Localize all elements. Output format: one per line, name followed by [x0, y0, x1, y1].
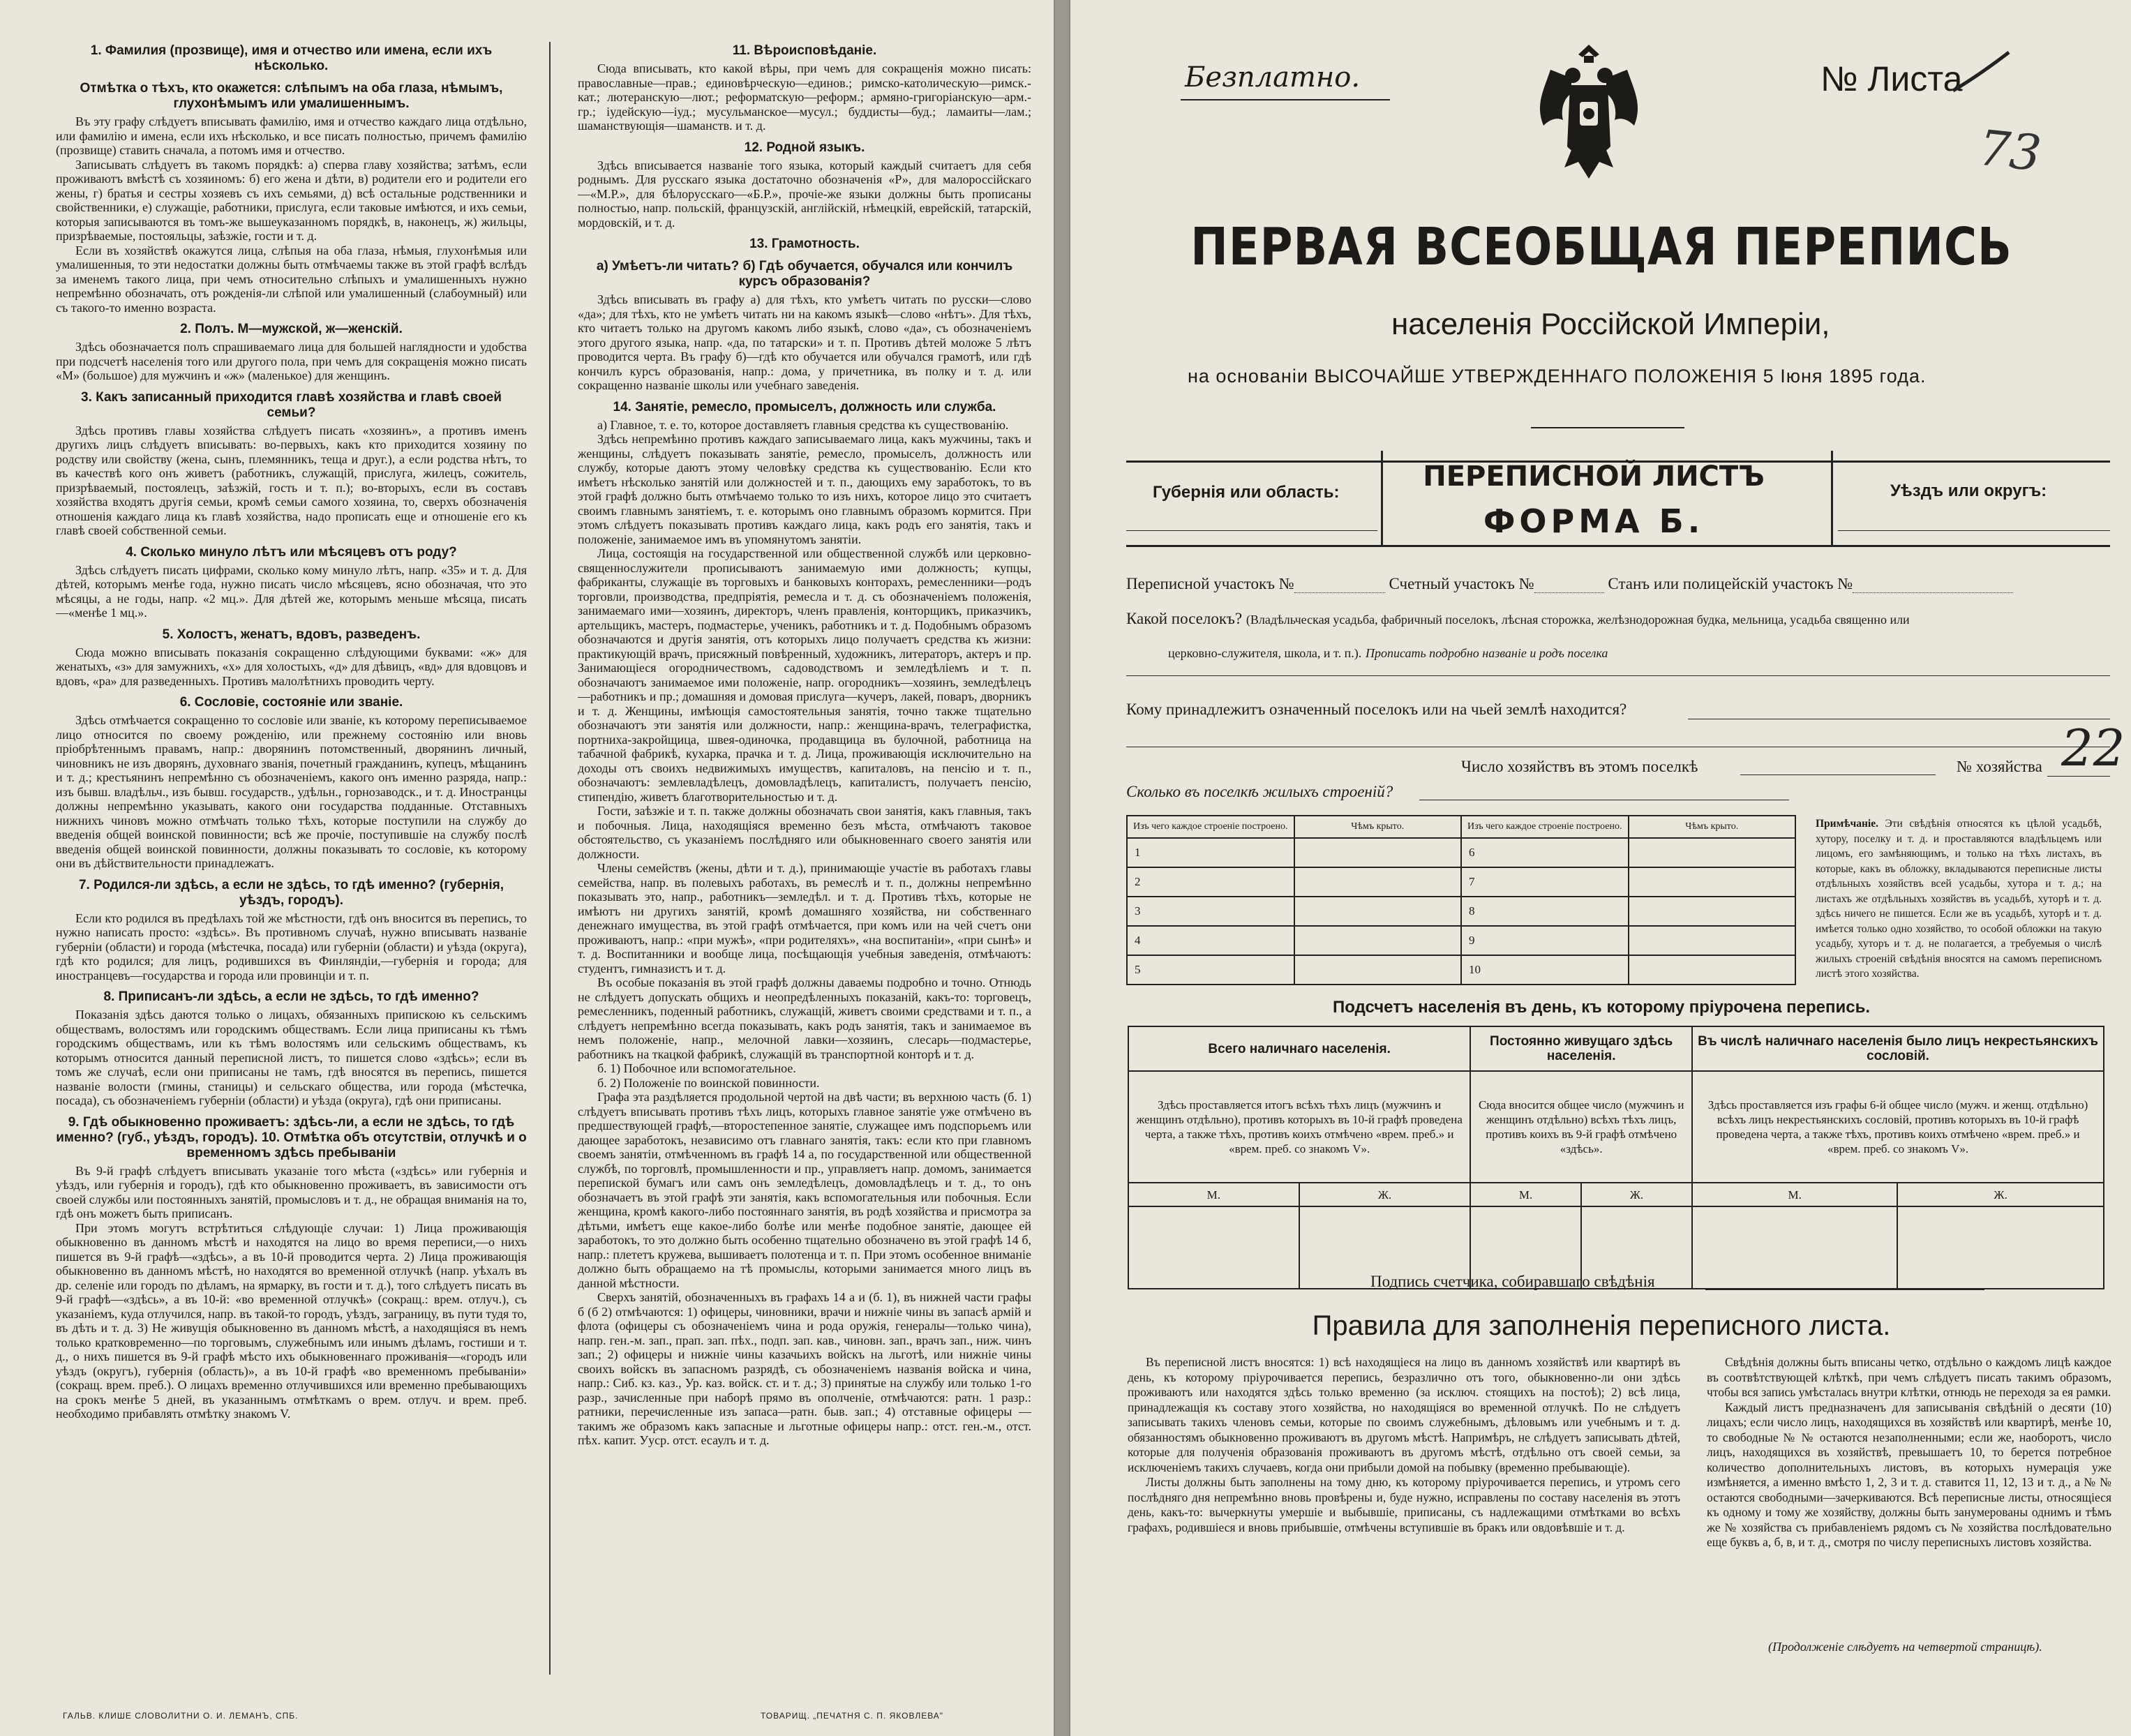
- section-paragraph: Въ 9-й графѣ слѣдуетъ вписывать указаніе того мѣста («здѣсь» или губернія и уѣздъ, или губернія и городъ), гдѣ кто обыкновенно проживаетъ, въ зависимости отъ своей службы или постоянныхъ занятій, промысловъ и т. д., не обращая вниманія на то, гдѣ онъ можетъ быть приписанъ.: [56, 1163, 527, 1220]
- section-heading: 9. Гдѣ обыкновенно проживаетъ: здѣсь-ли, а если не здѣсь, то гдѣ именно? (губ., уѣздъ, городъ). 10. Отмѣтка объ отсутствіи, отлучкѣ и о временномъ здѣсь пребываніи: [56, 1114, 527, 1160]
- pt-head-present: Всего наличнаго населенія.: [1128, 1026, 1470, 1071]
- district-line: [1126, 575, 2117, 593]
- bt-head-roof-1: Чѣмъ крыто.: [1294, 816, 1462, 838]
- free-underline: [1181, 99, 1390, 100]
- rules-paragraph: Свѣдѣнія должны быть вписаны четко, отдѣльно о каждомъ лицѣ каждое въ соотвѣтствующей клѣткѣ, при чемъ слѣдуетъ писать такимъ образомъ, чтобы вся запись умѣсталась внутри клѣтки, отнюдь не переходя за ея рамки.: [1707, 1355, 2111, 1399]
- police-district-field[interactable]: [1853, 592, 2013, 593]
- bt-row-num[interactable]: 2: [1127, 867, 1294, 897]
- section-paragraph: Показанія здѣсь даются только о лицахъ, обязанныхъ припискою къ сельскимъ обществамъ, волостямъ или городскимъ обществамъ. Если лица приписаны къ тѣмъ городскимъ обществамъ, или къ тѣмъ волостямъ или сельскимъ обществамъ, къ которымъ относится данный переписной листъ, то пишется слово «здѣсь»; если въ томъ же случаѣ, если они приписаны не тамъ, гдѣ вносятся въ перепись, пишется названіе волости (гмины, станицы) и сельскаго общества, или города (мѣстечка, посада), съ обозначеніемъ губерніи (области) и уѣзда (округа), гдѣ они приписаны.: [56, 1008, 527, 1107]
- bt-row: [1127, 926, 1795, 955]
- rules-title: Правила для заполненія переписного листа.: [1312, 1310, 1891, 1341]
- bt-roof-cell[interactable]: [1294, 897, 1462, 926]
- section-paragraph: а) Главное, т. е. то, которое доставляетъ главныя средства къ существованію.: [597, 417, 1009, 432]
- settlement-label: Какой поселокъ?: [1126, 610, 1243, 627]
- census-decree-line: на основаніи ВЫСОЧАЙШЕ УТВЕРЖДЕННАГО ПОЛОЖЕНІЯ 5 Іюня 1895 года.: [1188, 366, 1927, 387]
- bt-row-num[interactable]: 10: [1461, 955, 1629, 985]
- bt-head-roof-2: Чѣмъ крыто.: [1629, 816, 1796, 838]
- section-heading: 4. Сколько минуло лѣтъ или мѣсяцевъ отъ роду?: [126, 544, 457, 560]
- pt-desc-present: Здѣсь проставляется итогъ всѣхъ тѣхъ лицъ (мужчинъ и женщинъ отдѣльно), противъ которыхъ въ 10-й графѣ проведена черта, а также тѣхъ, противъ коихъ отмѣчено «врем. преб.» и «врем. преб. со знакомъ V».: [1128, 1071, 1470, 1183]
- bt-row-num[interactable]: 3: [1127, 897, 1294, 926]
- enumeration-district-label: Переписной участокъ №: [1126, 575, 1294, 592]
- population-count-table: [1128, 1026, 2104, 1289]
- census-title: ПЕРВАЯ ВСЕОБЩАЯ ПЕРЕПИСЬ: [1190, 218, 2012, 278]
- pt-female-header: Ж.: [1897, 1183, 2104, 1206]
- rules-paragraph: Въ переписной листъ вносятся: 1) всѣ находящіеся на лицо въ данномъ хозяйствѣ или квартирѣ въ день, къ которому пріурочивается перепись, безразлично отъ того, обыкновенно-ли они здѣсь проживаютъ или находятся здѣсь только временно (за исключ. стоящихъ на постоѣ); 2) всѣ лица, принадлежащія къ составу этого хозяйства, но находящіяся во временной отлучкѣ. По не слѣдуетъ записывать такихъ членовъ семьи, которые по своимъ служебнымъ, дѣловымъ или учебнымъ и т. д. обязанностямъ обыкновенно проживаютъ въ другомъ мѣстѣ. Напримѣръ, не слѣдуетъ записывать дѣтей, которые для полученія образованія проживаютъ въ другомъ мѣстѣ, отдѣльно отъ своей семьи, за исключеніемъ такихъ случаевъ, когда они прибыли домой на побывку (временно пребывающіе).: [1128, 1355, 1680, 1474]
- bt-roof-cell[interactable]: [1294, 867, 1462, 897]
- settlement-hint: (Владѣльческая усадьба, фабричный поселокъ, лѣсная сторожка, желѣзнодорожная будка, мельница, усадьба священно или: [1246, 613, 1910, 627]
- section-paragraph: Въ особые показанія въ этой графѣ должны даваемы подробно и точно. Отнюдь не слѣдуетъ допускать общихъ и неопредѣленныхъ показаній, какъ-то: торговецъ, ремесленникъ, поденный работникъ, служащій, живетъ своими средствами и т. п., а слѣдуетъ непремѣнно всегда показывать, какъ родъ занятія, такъ и занимаемое въ немъ положеніе, напр., мелочной лавки—хозяинъ, слесарь—подмастерье, работникъ на ткацкой фабрикѣ, служащій въ транспортной конторѣ и т. д.: [578, 975, 1031, 1061]
- settlement-instruction: Прописать подробно названіе и родъ поселка: [1365, 646, 1608, 660]
- section-paragraph: Здѣсь противъ главы хозяйства слѣдуетъ писать «хозяинъ», а противъ именъ другихъ лицъ слѣдуетъ вписывать: во-первыхъ, какъ кто приходится хозяину по родству или свойству (жена, сынъ, племянникъ, теща и друг.), а если родства нѣтъ, то въ качествѣ кого онъ живетъ (работникъ, служащій, прислуга, жилецъ, сожитель, призрѣваемый, постоялецъ, заѣзжій, гость и т. п.); во-вторыхъ, если въ составъ хозяйства входятъ другія семьи, кромѣ семьи самого хозяина, то, сверхъ обозначенія отношенія каждаго лица къ главѣ хозяйства, надо прописать еще и отношеніе его къ главѣ своей собственной семьи.: [56, 423, 527, 537]
- section-paragraph: Здѣсь непремѣнно противъ каждаго записываемаго лица, какъ мужчины, такъ и женщины, слѣдуетъ показывать занятіе, ремесло, промыселъ, должность или службу, которые даютъ этому человѣку средства къ существованію. Если кто имѣетъ нѣсколько занятій или должностей и т. п., дающихъ ему заработокъ, то въ этой графѣ должно быть отмѣчаемо только то изъ нихъ, которое лицо это считаетъ своимъ главнымъ занятіемъ, т. е. которымъ оно главнымъ образомъ кормится. При этомъ слѣдуетъ показывать противъ каждаго лица, какъ родъ его занятія, такъ и положеніе, занимаемое имъ въ упомянутомъ занятіи.: [578, 432, 1031, 546]
- counting-district-field[interactable]: [1534, 592, 1604, 593]
- pt-female-header: Ж.: [1299, 1183, 1471, 1206]
- bt-row-num[interactable]: 6: [1461, 838, 1629, 867]
- form-b-label: ФОРМА Б.: [1483, 502, 1705, 540]
- bt-roof-cell[interactable]: [1294, 838, 1462, 867]
- rules-paragraph: Листы должны быть заполнены на тому дню, къ которому пріурочивается перепись, и утромъ сего послѣдняго дня непремѣнно вновь провѣрены и, буде нужно, исправлены по составу населенія въ этотъ день, какъ-то: вычеркнуты умершіе и выбывшіе, приписаны, съ надлежащими отмѣтками во всѣхъ графахъ, родившіеся и вновь прибывшіе, отмѣчены вступившіе въ бракъ или овдовѣвшіе и т. д.: [1128, 1475, 1680, 1534]
- section-heading: 5. Холостъ, женатъ, вдовъ, разведенъ.: [162, 627, 421, 642]
- pt-desc-non-peasant: Здѣсь проставляется изъ графы 6-й общее число (мужч. и женщ. отдѣльно) всѣхъ лицъ некрестьянскихъ сословій, противъ которыхъ въ 10-й графѣ проведена черта, а также тѣхъ, противъ коихъ отмѣчено «врем. преб.» и «врем. преб. со знакомъ V».: [1692, 1071, 2104, 1183]
- section-heading: 13. Грамотность.: [749, 237, 860, 251]
- section-heading: 2. Полъ. М—мужской, ж—женскій.: [180, 322, 403, 336]
- households-count-label: Число хозяйствъ въ этомъ поселкѣ: [1461, 758, 1698, 775]
- pt-value-cell[interactable]: [1692, 1206, 1897, 1289]
- pt-head-resident: Постоянно живущаго здѣсь населенія.: [1470, 1026, 1692, 1071]
- title-divider: [1531, 427, 1684, 428]
- handwritten-household-number: 22: [2061, 719, 2125, 777]
- sheet-number-label: № Листа: [1820, 59, 1963, 98]
- section-paragraph: Гости, заѣзжіе и т. п. также должны обозначать свои занятія, какъ главныя, такъ и побочныя. Лица, находящіяся временно безъ мѣста, отмѣчаютъ таковое обстоятельство, съ указаніемъ послѣдняго или обыкновеннаго своего занятія или должности.: [578, 804, 1031, 861]
- police-district-label: Станъ или полицейскій участокъ №: [1608, 575, 1853, 592]
- section-paragraph: Записывать слѣдуетъ въ такомъ порядкѣ: а) сперва главу хозяйства; затѣмъ, если проживаютъ вмѣстѣ съ хозяиномъ: б) его жена и дѣти, в) родители его и родители его жены, г) братья и сестры хозяевъ съ ихъ семьями, д) всѣ остальные родственники и свойственники, е) служащіе, работники, прислуга, если таковые имѣются, и ихъ семьи, которыя записываются въ томъ-же вышеуказанномъ порядкѣ, в, наконецъ, ж) жильцы, призрѣваемые, постояльцы, заѣзжіе, гости и т. д.: [56, 157, 527, 243]
- section-paragraph: Сюда вписывать, кто какой вѣры, при чемъ для сокращенія можно писать: православные—прав.; единовѣрческую—единов.; римско-католическую—римск.-кат.; лютеранскую—лют.; реформатскую—реформ.; армяно-григоріанскую—арм.-гр.; іудейскую—іуд.; мусульманское—мусул.; буддисты—буд.; ламаиты—лам.; шаманствующія—шаманств. и т. д.: [578, 61, 1031, 133]
- bt-row-num[interactable]: 1: [1127, 838, 1294, 867]
- bt-row: [1127, 867, 1795, 897]
- bt-head-material-1: Изъ чего каждое строеніе построено.: [1127, 816, 1294, 838]
- gubernia-line: [1126, 530, 1377, 531]
- printer-mark-right: ТОВАРИЩ. „ПЕЧАТНЯ С. П. ЯКОВЛЕВА": [761, 1711, 944, 1721]
- bt-row-num[interactable]: 4: [1127, 926, 1294, 955]
- rules-paragraph: Каждый листъ предназначенъ для записыванія свѣдѣній о десяти (10) лицахъ; если число лицъ, находящихся въ хозяйствѣ или квартирѣ, менѣе 10, то свободные № № остаются незаполненными; если же, наоборотъ, число лицъ, находящихся въ хозяйствѣ, превышаетъ 10, то берется потребное количество дополнительныхъ листовъ, въ которыхъ нумерація уже измѣняется, а именно вмѣсто 1, 2, 3 и т. д. ставится 11, 12, 13 и т. д., а № № остаются свободными—зачеркиваются. Всѣ переписные листы, относящіеся къ одному и тому же хозяйству, должны быть занумерованы однимъ и тѣмъ же № хозяйства съ прибавленіемъ рядомъ съ № хозяйства послѣдовательно еще буквъ а, б, в, и т. д., смотря по числу переписныхъ листовъ хозяйства.: [1707, 1400, 2111, 1549]
- section-heading: 14. Занятіе, ремесло, промыселъ, должность или служба.: [613, 399, 996, 414]
- right-page: [1069, 0, 2131, 1736]
- free-label: Безплатно.: [1185, 61, 1361, 93]
- section-heading: 7. Родился-ли здѣсь, а если не здѣсь, то гдѣ именно? (губернія, уѣздъ, городъ).: [78, 877, 504, 908]
- rules-column-1: [1128, 1355, 1680, 1662]
- bt-roof-cell[interactable]: [1294, 926, 1462, 955]
- bt-head-material-2: Изъ чего каждое строеніе построено.: [1461, 816, 1629, 838]
- bt-row-num[interactable]: 7: [1461, 867, 1629, 897]
- pt-male-header: М.: [1128, 1183, 1299, 1206]
- section-paragraph: Сверхъ занятій, обозначенныхъ въ графахъ 14 а и (б. 1), въ нижней части графы б (б 2) отмѣчаются: 1) офицеры, чиновники, врачи и нижніе чины въ запасѣ армій и флота (офицеры съ обозначеніемъ чина и рода оружія, генералы—только чина), напр. ген.-м. зап., прап. зап. пѣх., подп. зап. кав., чиновн. зап., врачъ зап., ниж. чинъ зап.; 2) офицеры и нижніе чины казачьихъ войскъ на льготѣ, или нижніе чины своихъ войскъ въ запасномъ разрядѣ, съ обозначеніемъ названія войска и чина, напр.: Сиб. кз. каз., Ур. каз. войск. ст. и т. д.; 3) принятые на службу или только 1-го разр., зачисленные при наборѣ прямо въ ополченіе, отмѣчаются: ратн. 1 разр.: ратники, перечисленные изъ запаса—ратн. быв. зап.; 4) отставные офицеры — такимъ же образомъ какъ запасные и льготные офицеры напр.: отст. ген.-м., отст. пѣх. капит. Ууср. отст. есаулъ и т. д.: [578, 1290, 1031, 1447]
- settlement-line-2: [1168, 643, 2117, 661]
- section-heading: 1. Фамилия (прозвище), имя и отчество или имена, если ихъ нѣсколько.: [90, 43, 493, 73]
- bt-roof-cell[interactable]: [1629, 955, 1796, 985]
- enumerator-signature-label: Подпись счетчика, собиравшаго свѣдѣнія: [1370, 1273, 1655, 1290]
- owner-label: Кому принадлежитъ означенный поселокъ или на чьей землѣ находится?: [1126, 701, 1627, 718]
- pt-head-non-peasant: Въ числѣ наличнаго населенія было лицъ некрестьянскихъ сословій.: [1692, 1026, 2104, 1071]
- bt-row: [1127, 897, 1795, 926]
- pt-value-cell[interactable]: [1897, 1206, 2104, 1289]
- section-paragraph: Лица, состоящія на государственной или общественной службѣ или церковно-священнослужители прописываютъ занимаемую ими должность; купцы, фабриканты, служащіе въ торговыхъ и банковыхъ конторахъ, ремесленники—родъ торговли, производства, предпріятія, ремесла и т. д. съ обозначеніемъ положенія, занимаемаго ими—хозяинъ, директоръ, членъ правленія, конторщикъ, приказчикъ, артельщикъ, мастеръ, подмастерье, ученикъ, работникъ и т. д. Подобнымъ образомъ обозначаются и другія занятія, отъ которыхъ лицо получаетъ средства къ жизни: практикующій врачъ, присяжный повѣренный, художникъ, литераторъ, актеръ и пр. Занимающіеся огородничествомъ, садоводствомъ и земледѣліемъ и т. п. обозначаютъ занимаемое ими положеніе, напр. огородникъ—хозяинъ, земледѣлецъ—работникъ и пр.; домашняя и домовая прислуга—кучеръ, лакей, поваръ, дворникъ и т. д. Женщины, имѣющія самостоятельныя занятія, точно также тщательно обозначаютъ эти занятія или должности, напр.: женщина-врачъ, телеграфистка, портниха-закройщица, швея-одиночка, продавщица въ булочной, работница на табачной фабрикѣ, кухарка, прачка и т. д. Лица, проживающія исключительно на доходы отъ своихъ недвижимыхъ имуществъ, капиталовъ, на пенсію и т. п., обозначаютъ: землевладѣлецъ, домовладѣлецъ, капиталистъ, получаетъ пенсію, стипендію, живетъ благотворительностью и т. д.: [578, 546, 1031, 804]
- population-count-title: Подсчетъ населенія въ день, къ которому пріурочена перепись.: [1333, 998, 1870, 1017]
- pt-female-header: Ж.: [1581, 1183, 1692, 1206]
- section-heading: 6. Сословіе, состояніе или званіе.: [179, 695, 403, 710]
- pt-male-header: М.: [1470, 1183, 1581, 1206]
- settlement-hint-2: церковно-служителя, школа, и т. п.).: [1168, 646, 1362, 660]
- bt-roof-cell[interactable]: [1629, 926, 1796, 955]
- bt-row-num[interactable]: 5: [1127, 955, 1294, 985]
- section-paragraph: Здѣсь вписывать въ графу а) для тѣхъ, кто умѣетъ читать по русски—слово «да»; для тѣхъ, кто не умѣетъ читать ни на какомъ языкѣ—слово «нѣтъ». Для тѣхъ, кто читаетъ только на другомъ какомъ либо языкѣ, слово «да», съ обозначеніемъ этого другого языка, напр. «да, по татарски» и т. п. Противъ дѣтей моложе 5 лѣтъ проводится черта. Въ графу б)—гдѣ кто обучается или обучался грамотѣ, или гдѣ кончилъ курсъ образованія, напр.: дома, у причетника, въ полку и т. д. или сокращенно названіе школы или учебнаго заведенія.: [578, 292, 1031, 392]
- continued-note: (Продолженіе слѣдуетъ на четвертой страницѣ).: [1768, 1640, 2042, 1654]
- settlement-line: [1126, 610, 2124, 628]
- uezd-label: Уѣздъ или округъ:: [1890, 481, 2047, 500]
- note-title: Примѣчаніе.: [1816, 818, 1878, 830]
- pt-desc-resident: Сюда вносится общее число (мужчинъ и женщинъ отдѣльно) всѣхъ тѣхъ лицъ, противъ коихъ въ 9-й графѣ отмѣчено «здѣсь».: [1470, 1071, 1692, 1183]
- section-paragraph: б. 2) Положеніе по воинской повинности.: [597, 1075, 820, 1090]
- bt-row: [1127, 838, 1795, 867]
- sheet-number-stroke: [1950, 49, 2012, 105]
- section-paragraph: При этомъ могутъ встрѣтиться слѣдующіе случаи: 1) Лица проживающія обыкновенно въ данномъ мѣстѣ и находятся на лицо во время переписи,—о нихъ пишется въ 9-й графѣ—«здѣсь», а въ 10-й проводится черта. 2) Лица проживающія обыкновенно въ данномъ мѣстѣ, но находятся во временной отлучкѣ (напр. уѣхалъ въ др. селеніе или городъ по дѣламъ, на ярмарку, въ гости и т. д.), того слѣдуетъ писать въ 9-й графѣ—«здѣсь», а въ 10-й: «во временной отлучкѣ» (сокращ.: врем. отлуч.), съ указаніемъ, куда отлучился, напр. въ такой-то городъ, уѣздъ, заграницу, въ пути тудя то, въ дѣть и т. д. 3) Не живущія обыкновенно въ данномъ мѣстѣ, а находящіяся въ немъ только кратковременно—по торговымъ, служебнымъ или инымъ дѣламъ, гостиши и т. д., о нихъ пишется въ 9-й графѣ мѣсто ихъ обыкновеннаго проживанія—«городъ или уѣздъ (округъ), губернія (область)», а въ 10-й графѣ «во временномъ пребываніи» (сокращ. врем. преб.). О лицахъ временно отлучившихся или временно пребывающихъ на срокъ менѣе 5 дней, въ указаннымъ отмѣткамъ о врем. отлуч. и врем. преб. необходимо прибавлять отмѣтку знакомъ V.: [56, 1220, 527, 1421]
- header-divider-right: [1831, 451, 1833, 546]
- household-number-label: № хозяйства: [1957, 758, 2042, 775]
- buildings-note: [1816, 816, 2102, 982]
- section-paragraph: Здѣсь вписывается названіе того языка, который каждый считаетъ для себя роднымъ. Для русскаго языка достаточно обозначенія «Р», для малороссійскаго—«М.Р.», для бѣлорусскаго—«Б.Р.», прочіе-же языки должны быть прописаны полностью, напр. польскій, французскій, англійскій, нѣмецкій, еврейскій, татарскій, мордовскій, и т. д.: [578, 158, 1031, 230]
- section-paragraph: Здѣсь слѣдуетъ писать цифрами, сколько кому минуло лѣтъ, напр. «35» и т. д. Для дѣтей, которымъ менѣе года, нужно писать число мѣсяцевъ, ясно обозначая, что это мѣсяцы, а не годы, напр. «2 мц.». Для дѣтей же, которымъ меньше мѣсяца, писать—«менѣе 1 мц.».: [56, 562, 527, 620]
- printer-mark-left: ГАЛЬВ. КЛИШЕ СЛОВОЛИТНИ О. И. ЛЕМАНЪ, СПБ.: [63, 1711, 299, 1721]
- instructions-column-1: [56, 36, 527, 1694]
- left-page: [0, 0, 1055, 1736]
- instructions-column-2: [578, 36, 1031, 1694]
- settlement-field-line[interactable]: [1126, 675, 2110, 676]
- handwritten-sheet-number: 73: [1975, 119, 2044, 183]
- header-divider-left: [1381, 451, 1383, 546]
- section-heading: 8. Приписанъ-ли здѣсь, а если не здѣсь, то гдѣ именно?: [103, 989, 479, 1004]
- enumeration-district-field[interactable]: [1294, 592, 1385, 593]
- section-paragraph: Здѣсь обозначается полъ спрашиваемаго лица для большей наглядности и удобства при подсчетѣ населенія того или другого пола, при чемъ для сокращенія можно писать «М» (большое) для мужчинъ и «ж» (маленькое) для женщинъ.: [56, 340, 527, 382]
- section-paragraph: Графа эта раздѣляется продольной чертой на двѣ части; въ верхнюю часть (б. 1) слѣдуетъ вписывать противъ тѣхъ лицъ, которыхъ главное занятіе уже отмѣчено въ предшествующей графѣ,—второстепенное занятіе, служащее имъ подспорьемъ или дающее заработокъ, независимо отъ главнаго занятія, такъ: если кто при главномъ своемъ занятіи, отмѣченномъ въ графѣ 14 а, по государственной или общественной службѣ, по торговлѣ, промышленности и пр., управляетъ напр. домомъ, занимается перепиской бумагъ или самъ онъ земледѣлецъ, домовладѣлецъ и т. д., то онъ обозначаетъ въ этой графѣ эти занятія, какъ вспомогательныя или побочныя. Если женщина, кромѣ какого-либо постояннаго занятія, въ родѣ хозяйства и присмотра за дѣтьми, имѣетъ еще какое-либо болѣе или менѣе подобное занятіе, дающее ей заработокъ, то это должно быть особенно тщательно обозначено въ этой графѣ 14 б, напр.: плететъ кружева, вышиваетъ полотенца и т. п. При этомъ особенное вниманіе должно быть обращаемо на тѣ промыслы, которыми занимается много лицъ въ данной мѣстности.: [578, 1090, 1031, 1290]
- bt-roof-cell[interactable]: [1629, 897, 1796, 926]
- uezd-line: [1838, 530, 2110, 531]
- section-heading: Отмѣтка о тѣхъ, кто окажется: слѣпымъ на оба глаза, нѣмымъ, глухонѣмымъ или умалишеннымъ.: [80, 81, 503, 111]
- census-subtitle: населенія Россійской Имперіи,: [1391, 307, 1830, 341]
- buildings-label: Сколько въ поселкѣ жилыхъ строеній?: [1126, 783, 1393, 800]
- gubernia-label: Губернія или область:: [1153, 483, 1340, 502]
- section-heading: 12. Родной языкъ.: [744, 140, 865, 155]
- bt-row-num[interactable]: 9: [1461, 926, 1629, 955]
- pt-value-cell[interactable]: [1128, 1206, 1299, 1289]
- section-paragraph: Если кто родился въ предѣлахъ той же мѣстности, гдѣ онъ вносится въ перепись, то нужно написать просто: «здѣсь». Въ противномъ случаѣ, нужно вписывать названіе губерніи (области) и города (мѣстечка, посада) или губерніи (области) и уѣзда (округа), гдѣ кто родился; для лицъ, родившихся въ Финляндіи,—губернія и города; для иностранцевъ—государства и города или провинціи и т. п.: [56, 911, 527, 982]
- section-paragraph: Здѣсь отмѣчается сокращенно то сословіе или званіе, къ которому переписываемое лицо относится по своему рожденію, или прежнему состоянію или вновь пріобрѣтеннымъ правамъ, напр.: дворянинъ потомственный, дворянинъ личный, чиновникъ не изъ дворянъ, духовнаго званія, почетный гражданинъ, купецъ, мѣщанинъ и т. д.; крестьянинъ непремѣнно съ обозначеніемъ, какого онъ именно разряда, напр.: изъ бывш. владѣльч., изъ бывш. государств., удѣльн., горнозаводск., и т. д. Иностранцы должны непремѣнно указывать, какого они государства подданные. Отставныхъ нижнихъ чиновъ можно отмѣчать только тѣхъ, которые поступили на службу до введенія общей воинской повинности; всѣ же прочіе, поступившіе на службу послѣ введенія общей воинской повинности, должны показывать то сословіе, къ которому они въ дѣйствительности принадлежатъ.: [56, 713, 527, 870]
- counting-district-label: Счетный участокъ №: [1389, 575, 1534, 592]
- bt-roof-cell[interactable]: [1294, 955, 1462, 985]
- section-heading: 3. Какъ записанный приходится главѣ хозяйства и главѣ своей семьи?: [81, 389, 502, 420]
- section-paragraph: Въ эту графу слѣдуетъ вписывать фамилію, имя и отчество каждаго лица отдѣльно, или фамилію и имена, если ихъ нѣсколько, и все писать полностью, причемъ фамилію (прозвище) ставить сначала, а потомъ имя и отчество.: [56, 114, 527, 157]
- section-paragraph: Если въ хозяйствѣ окажутся лица, слѣпыя на оба глаза, нѣмыя, глухонѣмыя или умалишенныя, то эти недостатки должны быть отмѣчаемы также въ этой графѣ вслѣдъ за именемъ такого лица, при чемъ относительно слѣпыхъ и умалишенныхъ нужно непремѣнно обозначать, отъ рожденія-ли слѣпой или умалишенный (слабоумный) или съ такого-то именно возраста.: [56, 243, 527, 315]
- bt-row: [1127, 955, 1795, 985]
- section-paragraph: Члены семействъ (жены, дѣти и т. д.), принимающіе участіе въ работахъ главы семейства, напр. въ полевыхъ работахъ, въ ремеслѣ и т. п., должны непремѣнно показывать это, напр., работникъ—земледѣл. и т. д. Противъ тѣхъ, которые не имѣютъ ни другихъ занятій, кромѣ домашняго хозяйства, ни собственнаго денежнаго имущества, въ этой графѣ отмѣчается, при комъ или на чей счетъ они проживаютъ, напр.: «при мужѣ», «при родителяхъ», «на воспитаніи», «при сынѣ» и т. д. Воспитанники и вообще лица, посѣщающія учебныя заведенія, отмѣчаютъ: студентъ, гимназистъ и т. д.: [578, 861, 1031, 975]
- signature-line[interactable]: [1705, 1289, 1984, 1290]
- note-text: Эти свѣдѣнія относятся къ цѣлой усадьбѣ, хутору, поселку и т. д. и проставляются владѣльцемъ или лицомъ, его замѣняющимъ, и только на тѣхъ листахъ, въ которые, какъ въ обложку, вкладываются переписные листы отдѣльныхъ хозяйствъ всей усадьбы, хутора и т. д.; на листахъ же отдѣльныхъ хозяйствъ въ усадьбѣ, хуторѣ и т. д. здѣсь ничего не пишется. Если же въ усадьбѣ, хуторѣ и т. д. имѣется только одно хозяйство, то особой обложки на такую усадьбу, хуторъ и т. д. не полагается, а требуемыя о числѣ жилыхъ строеній свѣдѣнія вносятся на самомъ переписномъ листѣ этого хозяйства.: [1816, 818, 2102, 980]
- rules-column-2: [1707, 1355, 2111, 1634]
- pt-male-header: М.: [1692, 1183, 1897, 1206]
- section-paragraph: Сюда можно вписывать показанія сокращенно слѣдующими буквами: «ж» для женатыхъ, «з» для замужнихъ, «х» для холостыхъ, «д» для дѣвицъ, «вд» для вдовцовъ и вдовъ, «ра» для разведенныхъ. Противъ малолѣтнихъ проводить черту.: [56, 645, 527, 688]
- double-headed-eagle-emblem: [1530, 42, 1648, 181]
- bt-roof-cell[interactable]: [1629, 867, 1796, 897]
- section-heading: а) Умѣетъ-ли читать? б) Гдѣ обучается, обучался или кончилъ курсъ образованія?: [596, 259, 1013, 289]
- section-paragraph: б. 1) Побочное или вспомогательное.: [597, 1061, 796, 1075]
- bt-roof-cell[interactable]: [1629, 838, 1796, 867]
- section-heading: 11. Вѣроисповѣданіе.: [732, 43, 877, 58]
- bt-row-num[interactable]: 8: [1461, 897, 1629, 926]
- buildings-table: [1126, 815, 1796, 985]
- form-title: ПЕРЕПИСНОЙ ЛИСТЪ: [1423, 461, 1765, 493]
- column-divider: [549, 42, 551, 1675]
